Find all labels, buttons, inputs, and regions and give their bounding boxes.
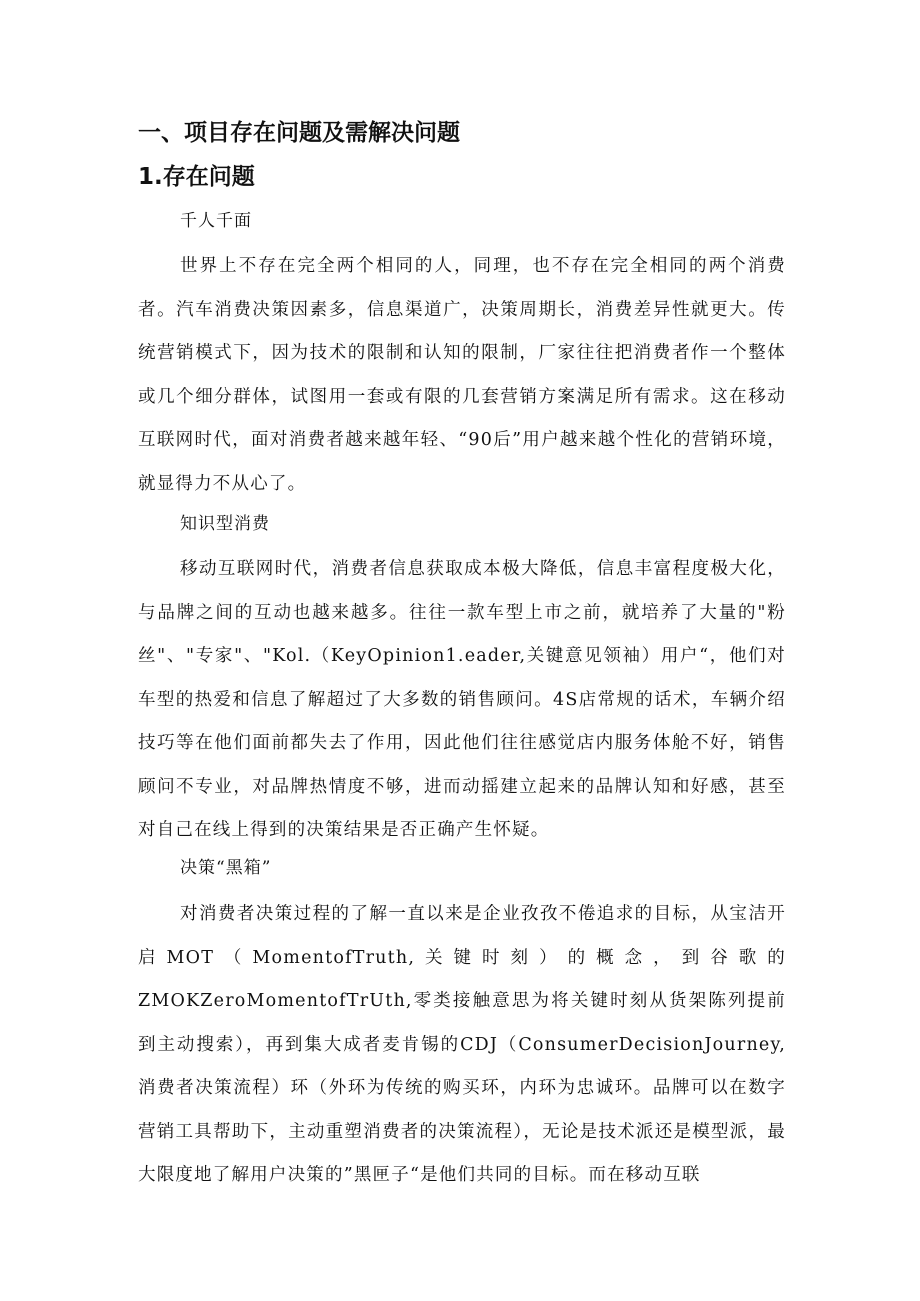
- section-heading: 一、项目存在问题及需解决问题: [138, 120, 460, 146]
- paragraph-1: 世界上不存在完全两个相同的人，同理，也不存在完全相同的两个消费者。汽车消费决策因素多，信息渠道广，决策周期长，消费差异性就更大。传统营销模式下，因为技术的限制和认知的限制，厂家往往把消费者作一个整体或几个细分群体，试图用一套或有限的几套营销方案满足所有需求。这在移动互联网时代，面对消费者越来越年轻、“90后”用户越来越个性化的营销环境，就显得力不从心了。: [138, 256, 786, 494]
- subsection-heading: 1.存在问题: [138, 164, 255, 190]
- topic-title-2: 知识型消费: [180, 514, 270, 534]
- paragraph-3: 对消费者决策过程的了解一直以来是企业孜孜不倦追求的目标，从宝洁开启MOT（MomentofTruth,关键时刻）的概念，到谷歌的ZMOKZeroMomentofTrUth,零类接触意思为将关键时刻从货架陈列提前到主动搜索），再到集大成者麦肯锡的CDJ（ConsumerDecisionJourney,消费者决策流程）环（外环为传统的购买环，内环为忠诚环。品牌可以在数字营销工具帮助下，主动重塑消费者的决策流程），无论是技术派还是模型派，最大限度地了解用户决策的”黑匣子“是他们共同的目标。而在移动互联: [138, 904, 786, 1185]
- topic-title-1: 千人千面: [180, 211, 252, 231]
- paragraph-2: 移动互联网时代，消费者信息获取成本极大降低，信息丰富程度极大化，与品牌之间的互动也越来越多。往往一款车型上市之前，就培养了大量的"粉丝"、"专家"、"Kol.（KeyOpinion1.eader,关键意见领袖）用户“，他们对车型的热爱和信息了解超过了大多数的销售顾问。4S店常规的话术，车辆介绍技巧等在他们面前都失去了作用，因此他们往往感觉店内服务体舱不好，销售顾问不专业，对品牌热情度不够，进而动摇建立起来的品牌认知和好感，甚至对自己在线上得到的决策结果是否正确产生怀疑。: [138, 559, 786, 840]
- topic-title-3: 决策“黑箱”: [180, 858, 272, 878]
